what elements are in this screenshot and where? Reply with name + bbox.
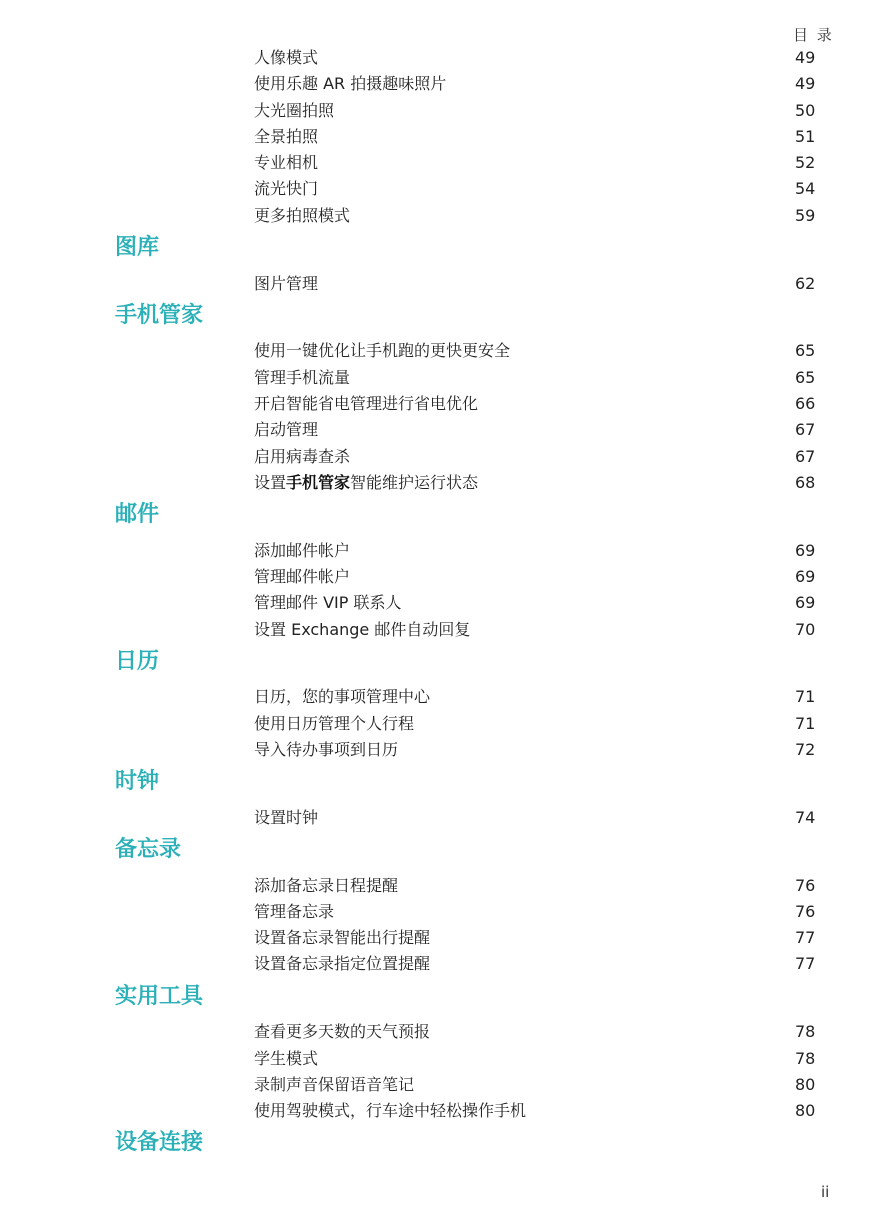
section-heading[interactable]: 图库 (115, 235, 160, 261)
toc-entry[interactable] (0, 738, 869, 764)
toc-entry[interactable] (0, 1073, 869, 1099)
toc-entry-page: 67 (795, 446, 816, 466)
toc-header-label: 目 录 (793, 26, 834, 44)
toc-entry[interactable] (0, 151, 869, 177)
toc-entry[interactable] (0, 618, 869, 644)
toc-entry-title[interactable]: 管理备忘录 (254, 901, 335, 921)
toc-entry[interactable] (0, 366, 869, 392)
toc-entry-page: 80 (795, 1074, 816, 1094)
toc-entry-title[interactable]: 使用日历管理个人行程 (254, 713, 415, 733)
toc-entry-title[interactable]: 设置备忘录智能出行提醒 (254, 928, 431, 948)
toc-entry[interactable] (0, 874, 869, 900)
section-heading[interactable]: 备忘录 (115, 837, 182, 863)
section-heading[interactable]: 设备连接 (115, 1130, 204, 1156)
toc-entry-title[interactable]: 大光圈拍照 (254, 100, 335, 120)
table-of-contents (0, 46, 869, 1167)
toc-entry-title[interactable]: 设置时钟 (254, 807, 319, 827)
toc-entry-title[interactable]: 查看更多天数的天气预报 (254, 1022, 431, 1042)
toc-section (0, 298, 869, 340)
toc-entry-title[interactable]: 图片管理 (254, 273, 319, 293)
toc-entry-title[interactable]: 学生模式 (254, 1048, 319, 1068)
toc-entry[interactable] (0, 339, 869, 365)
toc-entry-title[interactable]: 管理邮件 VIP 联系人 (254, 593, 402, 613)
toc-entry-page: 59 (795, 205, 816, 225)
toc-entry-title[interactable]: 使用驾驶模式，行车途中轻松操作手机 (254, 1101, 527, 1121)
toc-section (0, 497, 869, 539)
toc-entry[interactable] (0, 471, 869, 497)
toc-section (0, 1125, 869, 1167)
toc-entry-page: 66 (795, 393, 816, 413)
toc-entry-page: 69 (795, 593, 816, 613)
toc-entry-page: 67 (795, 420, 816, 440)
page-number: ii (821, 1183, 830, 1201)
toc-entry[interactable] (0, 1047, 869, 1073)
toc-entry-page: 70 (795, 619, 816, 639)
toc-entry-page: 78 (795, 1022, 816, 1042)
toc-entry[interactable] (0, 46, 869, 72)
toc-entry[interactable] (0, 177, 869, 203)
toc-entry-title[interactable]: 启动管理 (254, 420, 319, 440)
toc-entry-page: 54 (795, 179, 816, 199)
toc-entry-title[interactable]: 启用病毒查杀 (254, 446, 351, 466)
section-heading[interactable]: 手机管家 (115, 302, 204, 328)
toc-entry-title-part: 设置 (254, 472, 287, 492)
toc-entry-title[interactable]: 管理邮件帐户 (254, 566, 351, 586)
toc-entry[interactable] (0, 125, 869, 151)
toc-entry[interactable] (0, 926, 869, 952)
toc-entry[interactable] (0, 418, 869, 444)
toc-entry[interactable] (0, 392, 869, 418)
toc-entry[interactable] (0, 1020, 869, 1046)
toc-entry-title[interactable]: 专业相机 (254, 153, 319, 173)
toc-entry-title[interactable] (254, 473, 478, 493)
toc-entry-title[interactable]: 日历，您的事项管理中心 (254, 687, 431, 707)
toc-entry[interactable] (0, 712, 869, 738)
toc-entry[interactable] (0, 952, 869, 978)
toc-entry-page: 49 (795, 48, 816, 67)
toc-entry-title[interactable]: 录制声音保留语音笔记 (254, 1074, 415, 1094)
toc-entry-title[interactable]: 使用一键优化让手机跑的更快更安全 (254, 341, 511, 361)
toc-entry-page: 69 (795, 540, 816, 560)
toc-section (0, 979, 869, 1021)
toc-entry[interactable] (0, 1099, 869, 1125)
toc-entry-title[interactable]: 管理手机流量 (254, 367, 351, 387)
toc-entry-page: 62 (795, 273, 816, 293)
toc-entry[interactable] (0, 900, 869, 926)
toc-entry-page: 77 (795, 954, 816, 974)
section-heading[interactable]: 日历 (115, 648, 160, 674)
toc-entry-title[interactable]: 全景拍照 (254, 126, 319, 146)
toc-entry-page: 76 (795, 875, 816, 895)
toc-entry-title[interactable]: 添加备忘录日程提醒 (254, 875, 399, 895)
toc-entry-title[interactable]: 导入待办事项到日历 (254, 739, 399, 759)
toc-entry-page: 74 (795, 807, 816, 827)
toc-entry-title[interactable]: 使用乐趣 AR 拍摄趣味照片 (254, 74, 447, 94)
section-heading[interactable]: 时钟 (115, 769, 160, 795)
toc-entry-title[interactable]: 更多拍照模式 (254, 205, 351, 225)
toc-entry[interactable] (0, 272, 869, 298)
toc-section (0, 764, 869, 806)
toc-entry-page: 49 (795, 74, 816, 94)
toc-entry-page: 77 (795, 928, 816, 948)
toc-entry-page: 78 (795, 1048, 816, 1068)
toc-entry-page: 69 (795, 566, 816, 586)
toc-entry-page: 65 (795, 367, 816, 387)
toc-entry[interactable] (0, 806, 869, 832)
toc-entry[interactable] (0, 591, 869, 617)
toc-entry[interactable] (0, 204, 869, 230)
toc-entry-page: 65 (795, 341, 816, 361)
toc-entry[interactable] (0, 539, 869, 565)
toc-entry[interactable] (0, 685, 869, 711)
toc-entry-page: 80 (795, 1101, 816, 1121)
toc-entry-title-emphasis: 手机管家 (286, 472, 351, 492)
toc-entry-title[interactable]: 添加邮件帐户 (254, 540, 351, 560)
section-heading[interactable]: 实用工具 (115, 983, 204, 1009)
toc-entry-title[interactable]: 设置 Exchange 邮件自动回复 (254, 619, 471, 639)
toc-entry[interactable] (0, 99, 869, 125)
toc-entry-title[interactable]: 人像模式 (254, 48, 319, 67)
toc-entry-title[interactable]: 设置备忘录指定位置提醒 (254, 954, 431, 974)
toc-section (0, 832, 869, 874)
toc-entry-title[interactable]: 开启智能省电管理进行省电优化 (254, 393, 479, 413)
toc-entry-title-part: 智能维护运行状态 (350, 472, 479, 492)
toc-entry-page: 52 (795, 153, 816, 173)
toc-entry-title[interactable]: 流光快门 (254, 179, 319, 199)
toc-entry-page: 68 (795, 472, 816, 492)
toc-entry-page: 71 (795, 687, 816, 707)
toc-entry[interactable] (0, 565, 869, 591)
toc-entry-page: 71 (795, 713, 816, 733)
toc-entry-page: 50 (795, 100, 816, 120)
section-heading[interactable]: 邮件 (115, 502, 160, 528)
toc-entry-page: 72 (795, 739, 816, 759)
toc-section (0, 644, 869, 686)
toc-entry-page: 76 (795, 901, 816, 921)
toc-entry-page: 51 (795, 126, 816, 146)
toc-entry[interactable] (0, 445, 869, 471)
toc-entry[interactable] (0, 72, 869, 98)
toc-section (0, 230, 869, 272)
